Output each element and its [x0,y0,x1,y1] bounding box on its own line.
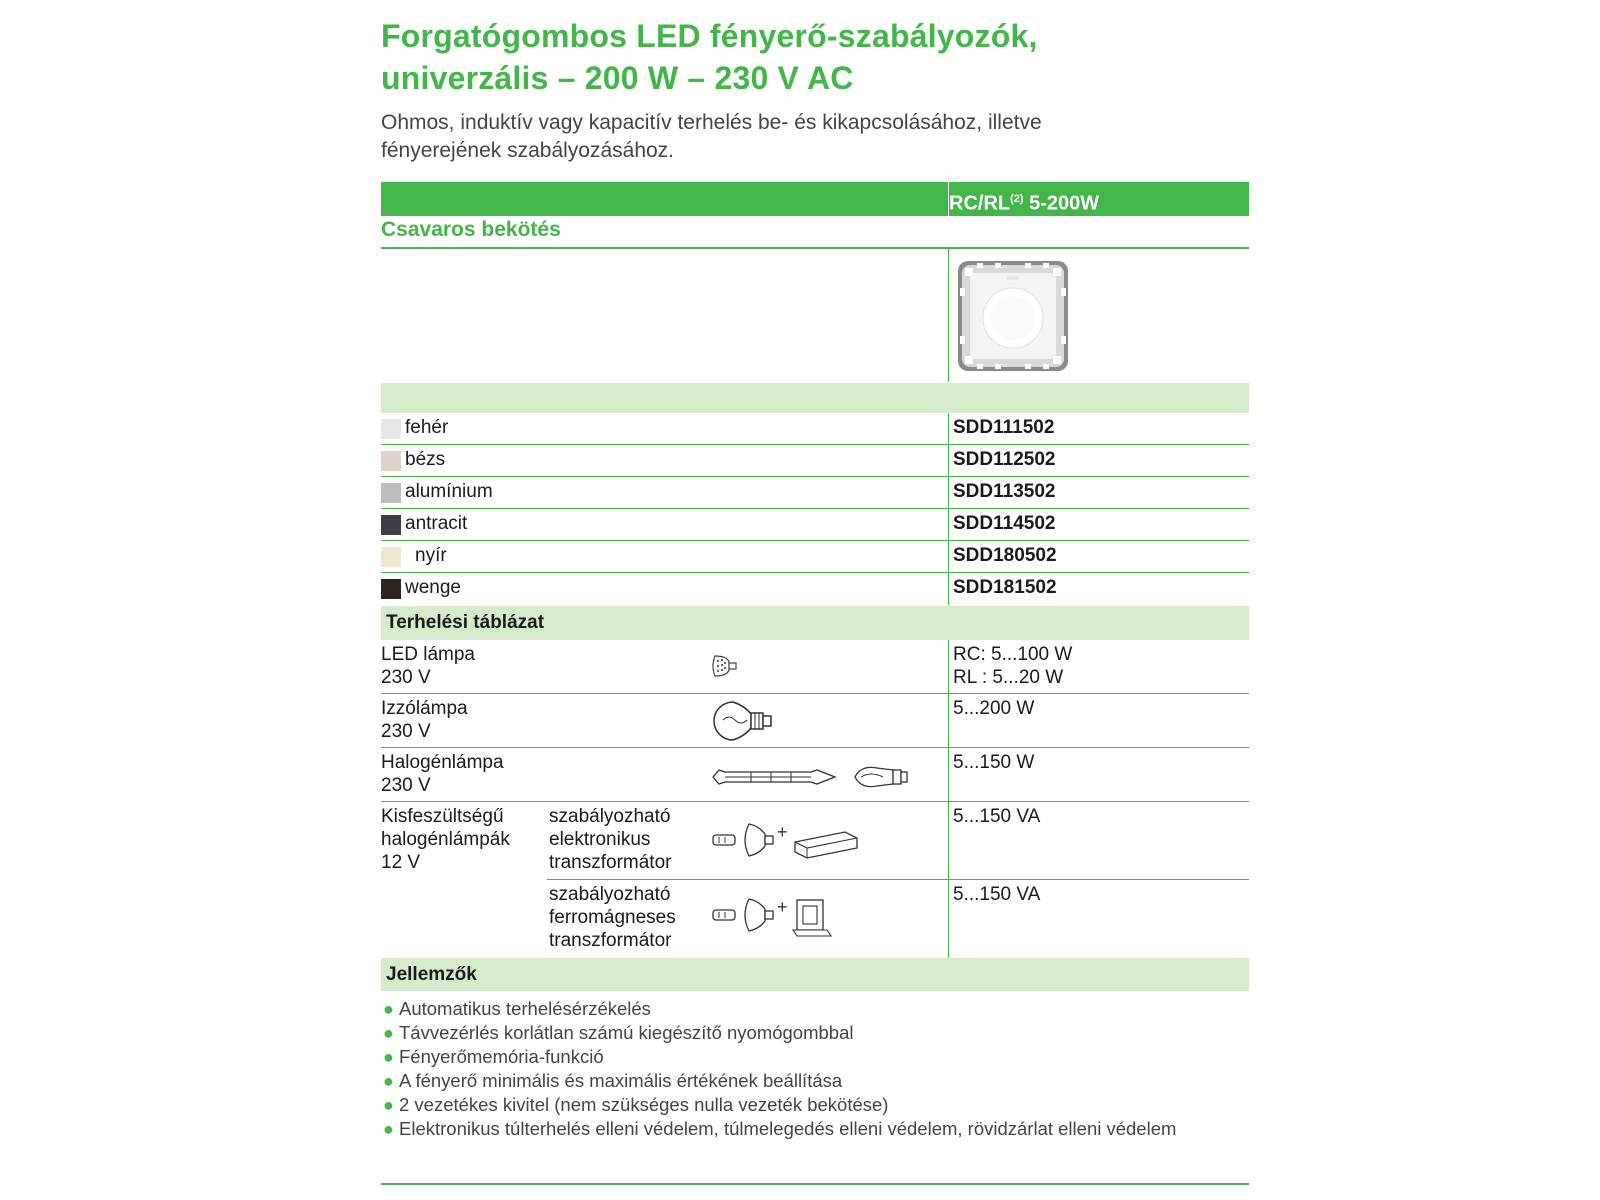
product-code: SDD113502 [953,481,1056,502]
row-column-divider [948,413,949,445]
electronic-transformer-value: 5...150 VA [953,806,1041,827]
feature-text: 2 vezetékes kivitel (nem szükséges nulla vezeték bekötése) [399,1094,889,1115]
bullet-icon: ● [383,999,394,1019]
row-divider [547,879,1249,880]
svg-text:+: + [777,822,788,842]
low-voltage-label: Kisfeszültségű halogénlámpák 12 V [381,806,510,873]
halogen-lamp-icon [711,762,921,792]
row-column-divider [948,541,949,573]
electronic-transformer-icon [711,820,861,860]
electronic-transformer-label: szabályozható elektronikus transzformátor [549,806,672,873]
color-swatch [381,579,401,599]
product-code: SDD111502 [953,417,1055,438]
product-code: SDD112502 [953,449,1056,470]
ferromagnetic-transformer-icon [711,896,841,938]
product-code: SDD180502 [953,545,1057,566]
color-row [381,541,1249,573]
feature-text: Távvezérlés korlátlan számú kiegészítő nyomógombbal [399,1022,854,1043]
color-name: wenge [405,577,461,598]
column-divider-image [948,249,949,382]
section-divider [381,247,1249,249]
header-divider [948,182,949,216]
bullet-icon: ● [383,1095,394,1115]
datasheet [381,0,1249,1139]
color-row [381,573,1249,605]
section-title: Csavaros bekötés [381,218,561,241]
feature-item [381,1117,1249,1141]
bullet-icon: ● [383,1119,394,1139]
color-row [381,477,1249,509]
row-divider [381,801,1249,802]
feature-text: Automatikus terhelésérzékelés [399,998,651,1019]
column-divider-load [948,640,949,958]
color-swatch [381,515,401,535]
features-band [381,958,1249,991]
feature-text: Fényerőmemória-funkció [399,1046,604,1067]
ferromagnetic-transformer-value: 5...150 VA [953,884,1041,905]
color-swatch [381,547,401,567]
feature-item [381,1021,1249,1045]
product-code: SDD181502 [953,577,1057,598]
row-column-divider [948,445,949,477]
incandescent-value: 5...200 W [953,698,1035,719]
color-header-band [381,383,1249,413]
bullet-icon: ● [383,1023,394,1043]
halogen-label: Halogénlámpa 230 V [381,752,504,796]
color-name: bézs [405,449,446,470]
load-table-title: Terhelési táblázat [386,612,545,633]
color-name: alumínium [405,481,493,502]
features-list [381,997,1249,1141]
incandescent-label: Izzólámpa 230 V [381,698,468,742]
row-column-divider [948,509,949,541]
subtitle [381,109,1249,165]
color-row [381,445,1249,477]
color-row [381,413,1249,445]
column-header: RC/RL$^{(2)}$ 5-200W [949,192,1100,215]
color-name: nyír [415,545,447,566]
led-bulb-icon [711,654,739,678]
color-name: fehér [405,417,449,438]
feature-text: Elektronikus túlterhelés elleni védelem, túlmelegedés elleni védelem, rövidzárlat elleni védelem [399,1118,1177,1139]
page-title [381,15,1249,99]
subtitle-line-2: fényerejének szabályozásához. [381,139,675,162]
color-name: antracit [405,513,468,534]
load-table-band [381,606,1249,640]
feature-item [381,1093,1249,1117]
bullet-icon: ● [383,1071,394,1091]
feature-item [381,997,1249,1021]
feature-item [381,1069,1249,1093]
subtitle-line-1: Ohmos, induktív vagy kapacitív terhelés be- és kikapcsolásához, illetve [381,111,1042,134]
product-code: SDD114502 [953,513,1056,534]
dimmer-product-image [955,258,1071,374]
table-header-bar [381,182,1249,216]
bottom-divider [381,1183,1249,1185]
led-values: RC: 5...100 W RL : 5...20 W [953,644,1073,688]
row-divider [381,693,1249,694]
title-line-2: univerzális – 200 W – 230 V AC [381,60,854,96]
halogen-value: 5...150 W [953,752,1035,773]
row-column-divider [948,573,949,605]
color-row [381,509,1249,541]
incandescent-bulb-icon [711,700,777,742]
color-swatch [381,483,401,503]
led-label: LED lámpa 230 V [381,644,475,688]
color-swatch [381,451,401,471]
feature-item [381,1045,1249,1069]
title-line-1: Forgatógombos LED fényerő-szabályozók, [381,18,1038,54]
features-title: Jellemzők [386,964,477,985]
row-column-divider [948,477,949,509]
row-divider [381,747,1249,748]
feature-text: A fényerő minimális és maximális értékének beállítása [399,1070,843,1091]
bullet-icon: ● [383,1047,394,1067]
color-swatch [381,419,401,439]
svg-text:+: + [777,897,788,917]
ferromagnetic-transformer-label: szabályozható ferromágneses transzformátor [549,884,676,951]
